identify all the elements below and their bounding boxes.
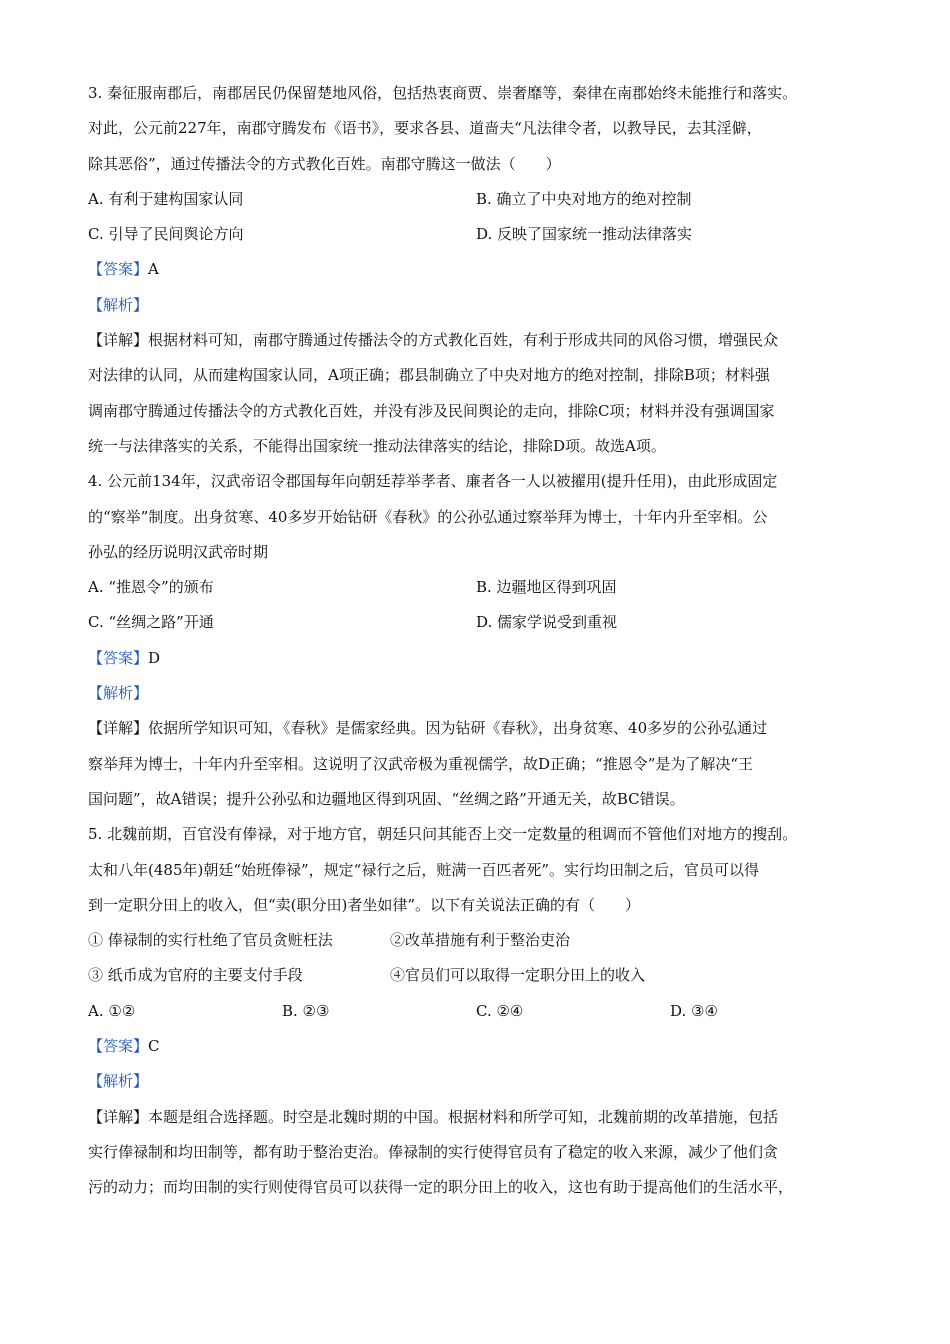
detail-tag: 【详解】 (88, 719, 149, 738)
question-5-option-a: A. ①② (88, 1001, 136, 1020)
question-5-stem-line: 太和八年(485年)朝廷“始班俸禄”，规定“禄行之后，赃满一百匹者死”。实行均田制之后，官员可以得 (88, 860, 760, 879)
answer-value: C (148, 1037, 160, 1056)
question-4-option-a: A. “推恩令”的颁布 (88, 578, 214, 597)
question-5-statements-row (88, 958, 878, 993)
question-4-option-d: D. 儒家学说受到重视 (476, 613, 618, 632)
question-3-answer (88, 252, 878, 287)
question-4-detail-line: 察举拜为博士，十年内升至宰相。这说明了汉武帝极为重视儒学，故D正确；“推恩令”是为了解决“王 (88, 754, 754, 773)
question-4-stem-line: 孙弘的经历说明汉武帝时期 (88, 542, 269, 561)
question-3-option-b: B. 确立了中央对地方的绝对控制 (476, 189, 692, 208)
question-3-detail-line (88, 323, 878, 358)
question-5-detail-line (88, 1100, 878, 1135)
question-4-stem-line: 4. 公元前134年，汉武帝诏令郡国每年向朝廷荐举孝者、廉者各一人以被擢用(提升任用)，由此形成固定 (88, 472, 778, 491)
question-4-option-c: C. “丝绸之路”开通 (88, 613, 214, 632)
question-5-detail-line: 实行俸禄制和均田制等，都有助于整治吏治。俸禄制的实行使得官员有了稳定的收入来源，减少了他们贪 (88, 1142, 779, 1161)
question-5-option-b: B. ②③ (282, 1001, 330, 1020)
analysis-tag: 【解析】 (88, 295, 149, 314)
question-4-answer (88, 641, 878, 676)
question-3-option-a: A. 有利于建构国家认同 (88, 189, 244, 208)
statement-1: ① 俸禄制的实行杜绝了官员贪赃枉法 (88, 931, 333, 950)
question-5-option-d: D. ③④ (670, 1001, 718, 1020)
question-3 (88, 76, 878, 464)
question-3-options-row (88, 182, 878, 217)
detail-tag: 【详解】 (88, 1107, 149, 1126)
detail-text: 依据所学知识可知，《春秋》是儒家经典。因为钻研《春秋》，出身贫寒、40多岁的公孙弘通过 (148, 719, 768, 738)
analysis-tag: 【解析】 (88, 1072, 149, 1091)
detail-text: 本题是组合选择题。时空是北魏时期的中国。根据材料和所学可知，北魏前期的改革措施，包括 (148, 1107, 779, 1126)
question-5 (88, 817, 878, 1205)
detail-tag: 【详解】 (88, 331, 149, 350)
question-5-detail-line: 污的动力；而均田制的实行则使得官员可以获得一定的职分田上的收入，这也有助于提高他们的生活水平， (88, 1178, 794, 1197)
document-page (88, 76, 878, 1206)
question-4-detail-line (88, 711, 878, 746)
question-3-detail-line: 对法律的认同，从而建构国家认同，A项正确；郡县制确立了中央对地方的绝对控制，排除B项；材料强 (88, 366, 770, 385)
question-5-analysis (88, 1064, 878, 1099)
detail-text: 根据材料可知，南郡守腾通过传播法令的方式教化百姓，有利于形成共同的风俗习惯，增强民众 (148, 331, 779, 350)
question-4-analysis (88, 676, 878, 711)
answer-tag: 【答案】 (88, 648, 149, 667)
question-3-detail-line: 统一与法律落实的关系，不能得出国家统一推动法律落实的结论，排除D项。故选A项。 (88, 436, 666, 455)
question-3-stem-line: 3. 秦征服南郡后，南郡居民仍保留楚地风俗，包括热衷商贾、崇奢靡等，秦律在南郡始终未能推行和落实。 (88, 84, 798, 102)
question-3-stem-line: 除其恶俗”，通过传播法令的方式教化百姓。南郡守腾这一做法（ ） (88, 154, 561, 173)
answer-value: A (148, 260, 159, 279)
question-5-options-row (88, 994, 878, 1029)
statement-3: ③ 纸币成为官府的主要支付手段 (88, 966, 303, 985)
question-5-stem-line: 到一定职分田上的收入，但“卖(职分田)者坐如律”。以下有关说法正确的有（ ） (88, 895, 641, 914)
question-3-options-row (88, 217, 878, 252)
statement-4: ④官员们可以取得一定职分田上的收入 (390, 966, 646, 985)
analysis-tag: 【解析】 (88, 684, 149, 703)
statement-2: ②改革措施有利于整治吏治 (390, 931, 571, 950)
question-3-option-d: D. 反映了国家统一推动法律落实 (476, 225, 693, 244)
question-4-options-row (88, 605, 878, 640)
question-5-answer (88, 1029, 878, 1064)
answer-tag: 【答案】 (88, 260, 149, 279)
question-3-detail-line: 调南郡守腾通过传播法令的方式教化百姓，并没有涉及民间舆论的走向，排除C项；材料并没有强调国家 (88, 401, 775, 420)
question-4 (88, 464, 878, 817)
question-5-statements-row (88, 923, 878, 958)
answer-tag: 【答案】 (88, 1037, 149, 1056)
question-5-stem-line: 5. 北魏前期，百官没有俸禄，对于地方官，朝廷只问其能否上交一定数量的租调而不管他们对地方的搜刮。 (88, 825, 798, 844)
question-3-analysis (88, 288, 878, 323)
question-4-stem-line: 的“察举”制度。出身贫寒、40多岁开始钻研《春秋》的公孙弘通过察举拜为博士，十年内升至宰相。公 (88, 507, 768, 526)
question-4-options-row (88, 570, 878, 605)
question-3-stem-line: 对此，公元前227年，南郡守腾发布《语书》，要求各县、道啬夫“凡法律令者，以教导民，去其淫僻， (88, 119, 762, 138)
question-4-detail-line: 国问题”，故A错误；提升公孙弘和边疆地区得到巩固、“丝绸之路”开通无关，故BC错误。 (88, 789, 685, 808)
question-4-option-b: B. 边疆地区得到巩固 (476, 578, 617, 597)
question-3-option-c: C. 引导了民间舆论方向 (88, 225, 244, 244)
question-5-option-c: C. ②④ (476, 1001, 524, 1020)
answer-value: D (148, 648, 161, 667)
